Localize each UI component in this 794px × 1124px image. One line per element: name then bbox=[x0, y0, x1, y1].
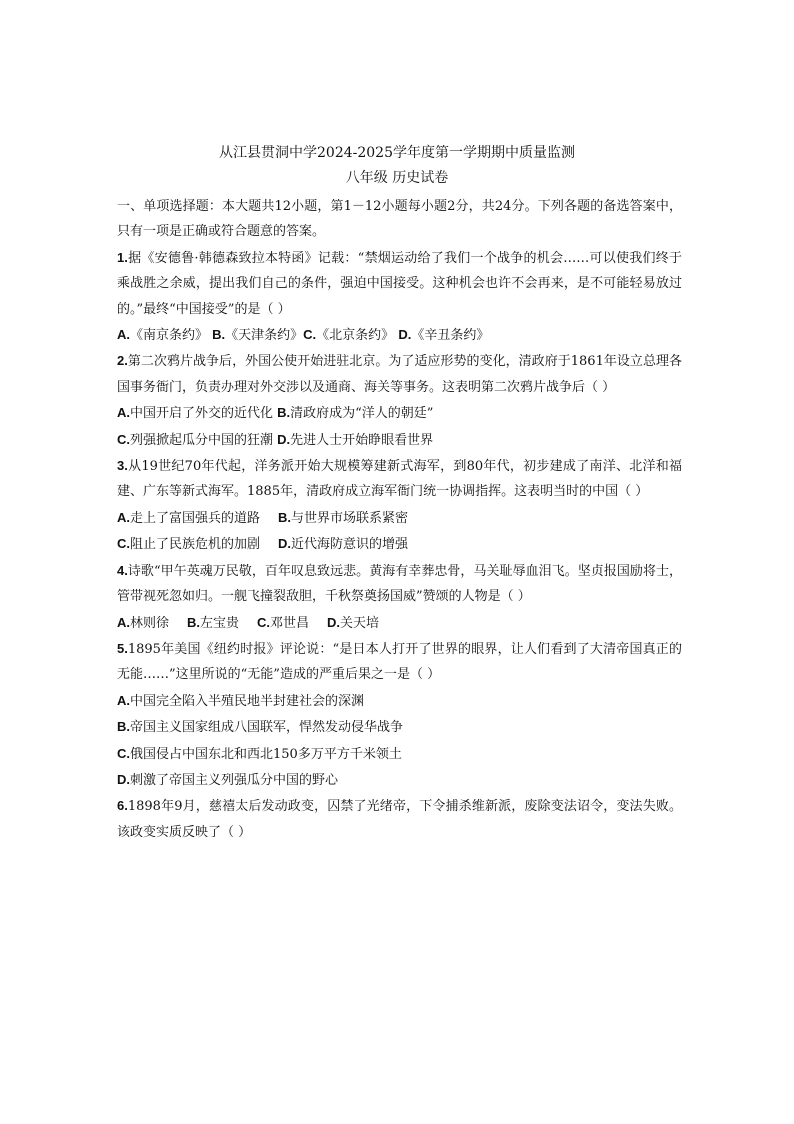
question-stem bbox=[117, 636, 682, 688]
question-stem bbox=[117, 245, 682, 322]
option-letter: B. bbox=[117, 719, 130, 735]
exam-body bbox=[117, 194, 682, 845]
option-row bbox=[117, 688, 682, 714]
option-letter: A. bbox=[117, 327, 130, 343]
question-number: 5. bbox=[117, 640, 128, 656]
question-number: 3. bbox=[117, 458, 128, 474]
question-number: 2. bbox=[117, 353, 128, 369]
option-text: 《辛丑条约》 bbox=[411, 328, 490, 344]
option-text: 中国开启了外交的近代化 bbox=[130, 406, 274, 422]
option-text: 中国完全陷入半殖民地半封建社会的深渊 bbox=[130, 693, 365, 709]
option-letter: D. bbox=[398, 327, 412, 343]
option-text: 俄国侵占中国东北和西北150多万平方千米领土 bbox=[130, 746, 402, 762]
option-letter: C. bbox=[117, 745, 130, 761]
option-letter: C. bbox=[257, 614, 271, 630]
question-text: 从19世纪70年代起，洋务派开始大规模筹建新式海军，到80年代，初步建成了南洋、北洋和福建、广东等新式海军。1885年，清政府成立海军衙门统一协调指挥。这表明当时的中国（ ） bbox=[117, 459, 682, 500]
option-text: 邓世昌 bbox=[270, 615, 310, 631]
question-number: 6. bbox=[117, 798, 128, 814]
option-letter: A. bbox=[117, 692, 130, 708]
options-row bbox=[117, 610, 682, 636]
question-3 bbox=[117, 453, 682, 558]
option-text: 列强掀起瓜分中国的狂潮 bbox=[130, 432, 274, 448]
option-text: 与世界市场联系紧密 bbox=[291, 510, 409, 526]
question-text: 1895年美国《纽约时报》评论说：“是日本人打开了世界的眼界，让人们看到了大清帝国真正的无能……”这里所说的“无能”造成的严重后果之一是（ ） bbox=[117, 641, 682, 683]
option-letter: C. bbox=[117, 431, 130, 447]
options-row bbox=[117, 400, 682, 426]
option-letter: D. bbox=[117, 771, 130, 787]
option-letter: B. bbox=[278, 509, 292, 525]
question-number: 4. bbox=[117, 562, 128, 578]
option-letter: C. bbox=[303, 327, 317, 343]
question-6 bbox=[117, 793, 682, 845]
option-row bbox=[117, 741, 682, 767]
question-stem bbox=[117, 558, 682, 610]
option-text: 走上了富国强兵的道路 bbox=[130, 510, 261, 526]
section-instructions: 一、单项选择题：本大题共12小题，第1－12小题每小题2分，共24分。下列各题的备选答案中，只有一项是正确或符合题意的答案。 bbox=[117, 199, 682, 240]
option-row bbox=[117, 767, 682, 793]
question-text: 诗歌“甲午英魂万民敬，百年叹息致远悲。黄海有幸葬忠骨，马关耻辱血泪飞。坚贞报国励将士，管带视死忽如归。一舰飞撞裂敌胆，千秋祭奠扬国威”赞颂的人物是（ ） bbox=[117, 563, 682, 605]
option-letter: A. bbox=[117, 614, 130, 630]
options-row bbox=[117, 322, 682, 348]
exam-subtitle: 八年级 历史试卷 bbox=[345, 170, 449, 186]
option-letter: D. bbox=[277, 431, 291, 447]
options-row bbox=[117, 505, 682, 531]
option-letter: B. bbox=[212, 327, 226, 343]
option-text: 刺激了帝国主义列强瓜分中国的野心 bbox=[130, 772, 339, 788]
option-text: 近代海防意识的增强 bbox=[291, 537, 409, 553]
question-text: 第二次鸦片战争后，外国公使开始进驻北京。为了适应形势的变化，清政府于1861年设立总理各国事务衙门，负责办理对外交涉以及通商、海关等事务。这表明第二次鸦片战争后（ ） bbox=[117, 354, 682, 395]
option-text: 左宝贵 bbox=[200, 615, 240, 631]
option-letter: D. bbox=[327, 614, 341, 630]
option-text: 清政府成为“洋人的朝廷” bbox=[290, 406, 434, 422]
option-text: 林则徐 bbox=[130, 615, 170, 631]
option-letter: A. bbox=[117, 509, 130, 525]
options-row bbox=[117, 531, 682, 557]
question-stem bbox=[117, 793, 682, 845]
option-text: 先进人士开始睁眼看世界 bbox=[290, 432, 434, 448]
question-number: 1. bbox=[117, 249, 128, 265]
option-letter: B. bbox=[277, 405, 291, 421]
option-letter: B. bbox=[187, 614, 201, 630]
question-5 bbox=[117, 636, 682, 793]
option-text: 《南京条约》 bbox=[130, 328, 209, 344]
option-letter: C. bbox=[117, 536, 130, 552]
question-text: 1898年9月，慈禧太后发动政变，囚禁了光绪帝，下令捕杀维新派，废除变法诏令，变法失败。该政变实质反映了（ ） bbox=[117, 799, 682, 840]
question-2 bbox=[117, 348, 682, 453]
question-text: 据《安德鲁·韩德森致拉本特函》记载：“禁烟运动给了我们一个战争的机会……可以使我们终于乘战胜之余威，提出我们自己的条件，强迫中国接受。这种机会也许不会再来，是不可能轻易放过的。”最终“中国接受”的是（ ） bbox=[117, 250, 682, 317]
option-text: 《北京条约》 bbox=[316, 328, 395, 344]
options-row bbox=[117, 427, 682, 453]
exam-title: 从江县贯洞中学2024-2025学年度第一学期期中质量监测 bbox=[219, 145, 575, 161]
option-text: 帝国主义国家组成八国联军，悍然发动侵华战争 bbox=[130, 720, 404, 736]
option-letter: A. bbox=[117, 405, 130, 421]
question-stem bbox=[117, 453, 682, 505]
question-stem bbox=[117, 348, 682, 400]
option-text: 阻止了民族危机的加剧 bbox=[130, 537, 261, 553]
question-4 bbox=[117, 558, 682, 636]
option-letter: D. bbox=[278, 536, 292, 552]
question-1 bbox=[117, 245, 682, 349]
option-text: 关天培 bbox=[340, 615, 380, 631]
option-row bbox=[117, 714, 682, 740]
option-text: 《天津条约》 bbox=[225, 328, 304, 344]
